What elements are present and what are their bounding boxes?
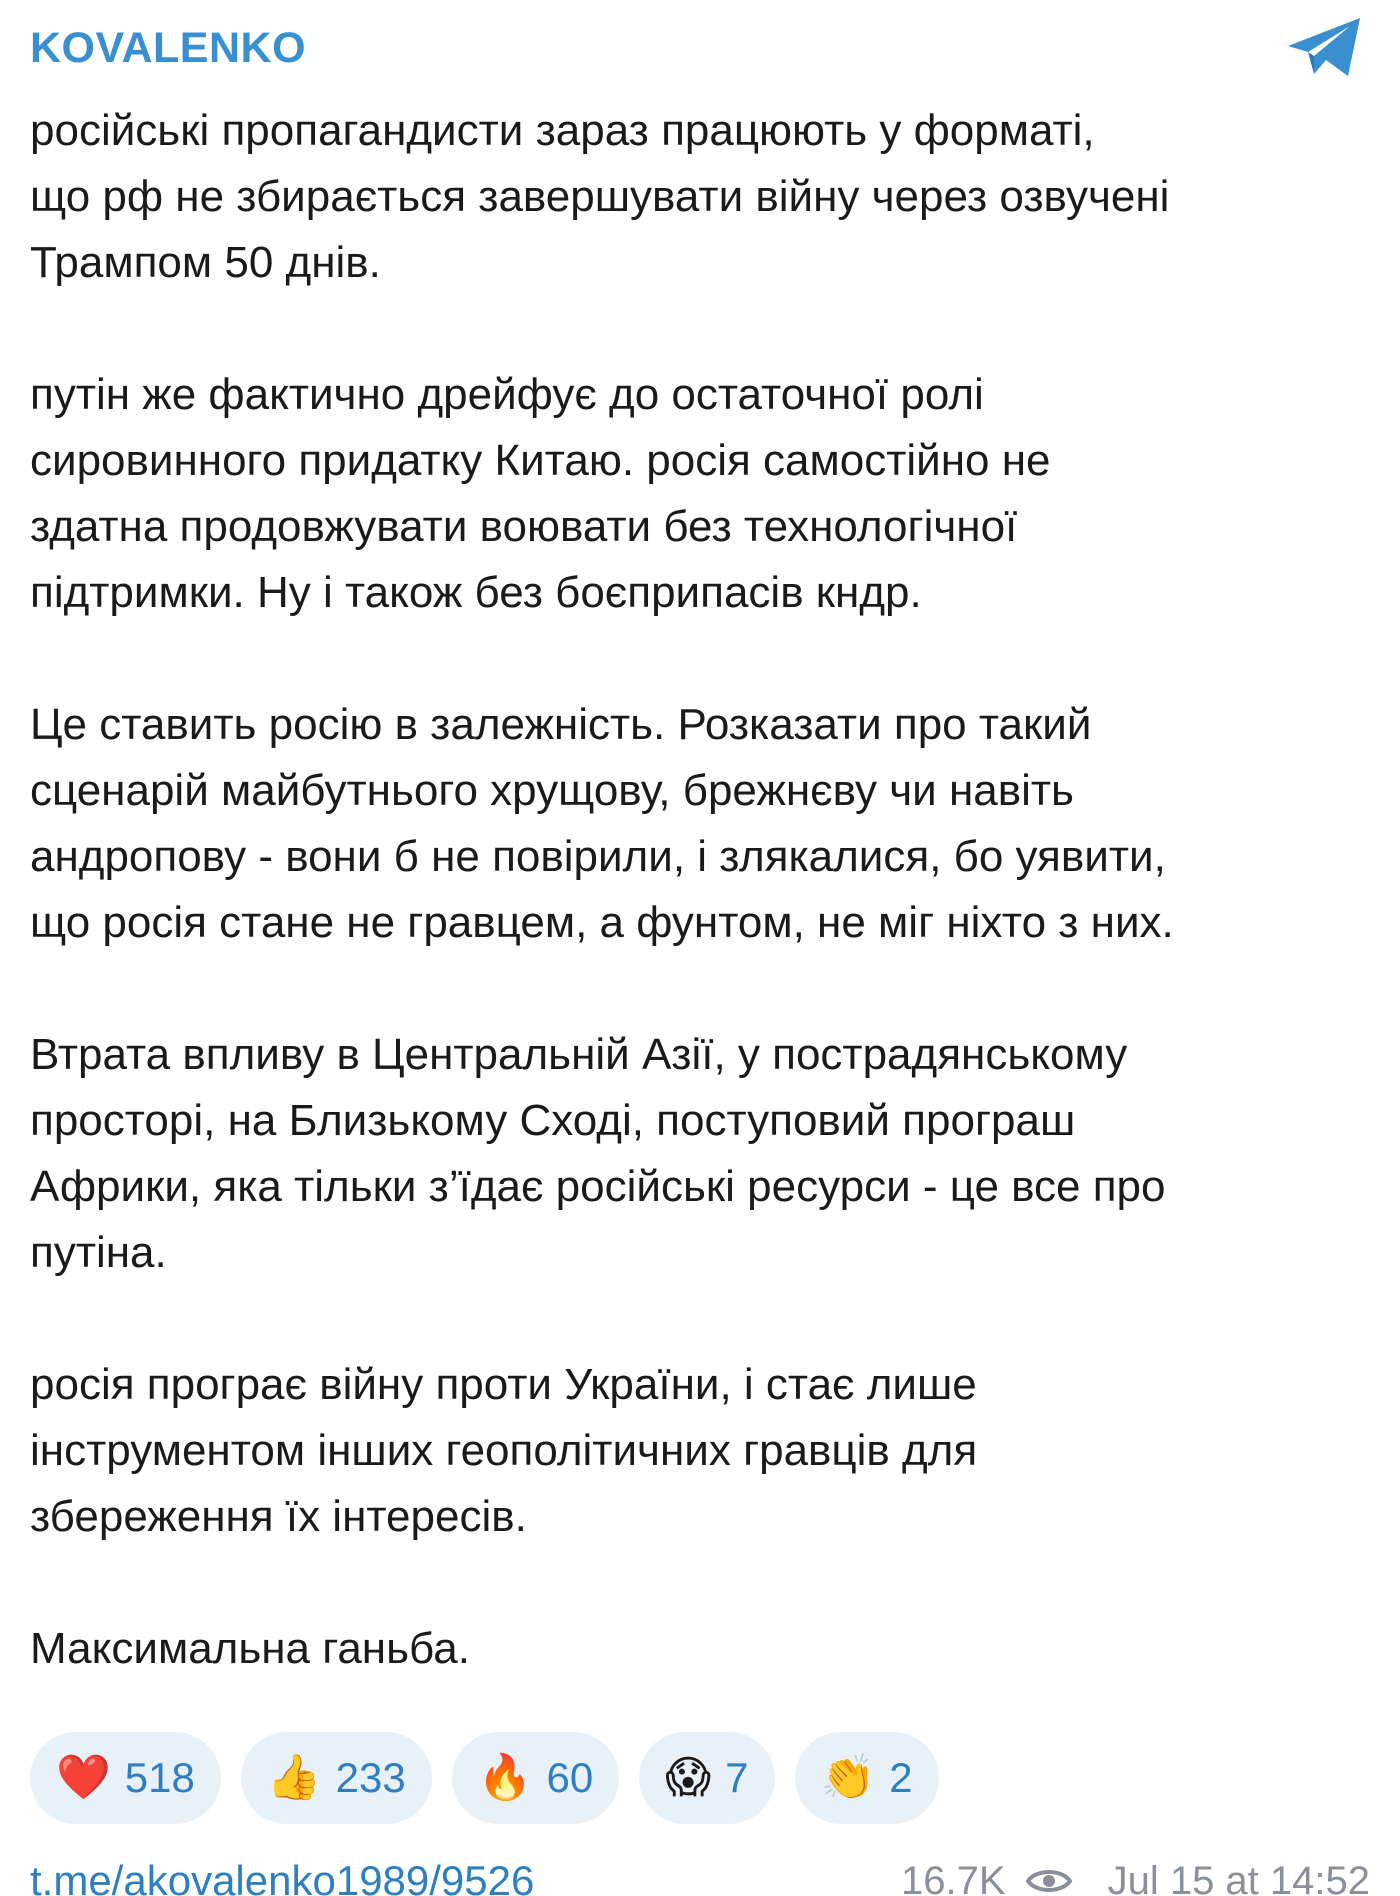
reactions-bar [30,1732,1370,1824]
text-line: підтримки. Ну і також без боєприпасів кндр. [30,568,922,617]
post-footer [30,1846,1370,1896]
thumbs-up-icon: 👍 [266,1752,322,1803]
post-paragraph [30,1352,1370,1550]
clapping-hands-icon: 👏 [820,1752,876,1803]
post-timestamp: Jul 15 at 14:52 [1107,1858,1370,1896]
post-link[interactable]: t.me/akovalenko1989/9526 [30,1857,535,1896]
text-line: збереження їх інтересів. [30,1492,527,1541]
text-line: сировинного придатку Китаю. росія самостійно не [30,436,1051,485]
text-line: Трампом 50 днів. [30,238,381,287]
post-paragraph [30,1616,1370,1682]
text-line: росія програє війну проти України, і стає лише [30,1360,977,1409]
text-line: Максимальна ганьба. [30,1624,470,1673]
post-paragraph [30,98,1370,296]
reaction-count: 60 [546,1754,594,1801]
text-line: путін же фактично дрейфує до остаточної ролі [30,370,984,419]
text-line: що росія стане не гравцем, а фунтом, не міг ніхто з них. [30,898,1174,947]
text-line: Втрата впливу в Центральній Азії, у пострадянському [30,1030,1128,1079]
reaction-button[interactable] [639,1732,774,1824]
reaction-count: 518 [124,1754,195,1801]
post-text [30,98,1370,1682]
text-line: андропову - вони б не повірили, і злякалися, бо уявити, [30,832,1166,881]
text-line: Це ставить росію в залежність. Розказати про такий [30,700,1092,749]
scream-face-icon: 😱 [665,1752,712,1803]
reaction-count: 233 [335,1754,406,1801]
text-line: що рф не збирається завершувати війну через озвучені [30,172,1170,221]
text-line: інструментом інших геополітичних гравців для [30,1426,978,1475]
reaction-count: 2 [889,1754,913,1801]
text-line: путіна. [30,1228,167,1277]
text-line: здатна продовжувати воювати без технологічної [30,502,1018,551]
text-line: сценарій майбутнього хрущову, брежнєву чи навіть [30,766,1074,815]
post-paragraph [30,362,1370,626]
eye-icon [1026,1866,1072,1896]
reaction-button[interactable] [241,1732,432,1824]
heart-icon: ❤️ [56,1752,111,1803]
post-paragraph [30,1022,1370,1286]
channel-name[interactable]: KOVALENKO [30,23,307,72]
reaction-button[interactable] [452,1732,620,1824]
text-line: просторі, на Близькому Сході, поступовий програш [30,1096,1076,1145]
post-meta [901,1859,1370,1896]
reaction-button[interactable] [30,1732,221,1824]
text-line: Африки, яка тільки з’їдає російські ресурси - це все про [30,1162,1166,1211]
view-count: 16.7K [901,1858,1006,1896]
post-header [30,18,1370,78]
reaction-button[interactable] [795,1732,939,1824]
text-line: російські пропагандисти зараз працюють у форматі, [30,106,1095,155]
telegram-icon[interactable] [1284,16,1366,80]
fire-icon: 🔥 [477,1752,533,1803]
reaction-count: 7 [725,1754,749,1801]
post-paragraph [30,692,1370,956]
